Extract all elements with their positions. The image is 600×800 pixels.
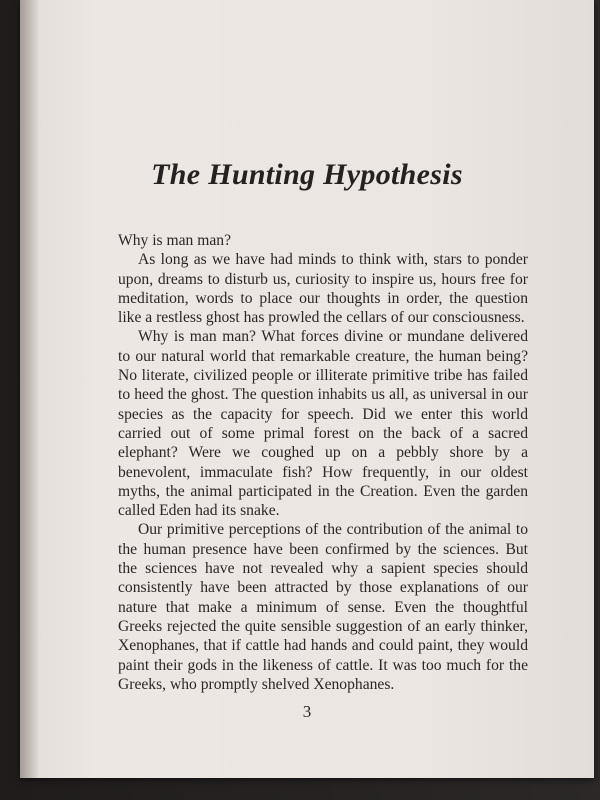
chapter-title: The Hunting Hypothesis — [151, 158, 463, 191]
page-number: 3 — [302, 702, 312, 721]
paragraph: Our primitive perceptions of the contribution of the animal to the human presence have been confirmed by the sciences. But the sciences have not revealed why a sapient species should consistently have been attracted by those explanations of our nature that make a minimum of sense. Even the thoughtful Greeks rejected the quite sensible suggestion of an early thinker, Xenophanes, that if cattle had hands and could paint, they would paint their gods in the likeness of cattle. It was too much for the Greeks, who promptly shelved Xenophanes. — [118, 521, 528, 693]
book-page — [20, 0, 594, 778]
paragraph: As long as we have had minds to think with, stars to ponder upon, dreams to disturb us, curiosity to inspire us, hours free for meditation, words to place our thoughts in order, the question like a restless ghost has prowled the cellars of our consciousness. — [118, 251, 528, 327]
page-gutter-shadow — [20, 0, 38, 778]
paragraph: Why is man man? What forces divine or mundane delivered to our natural world that remarkable creature, the human being? No literate, civilized people or illiterate primitive tribe has failed to heed the ghost. The question inhabits us all, as universal in our species as the capacity for speech. Did we enter this world carried out of some primal forest on the back of a sacred elephant? Were we coughed up on a pebbly shore by a benevolent, immaculate fish? How frequently, in our oldest myths, the animal participated in the Creation. Even the garden called Eden had its snake. — [118, 328, 528, 520]
chapter-body — [118, 231, 528, 694]
paragraph-opening-question: Why is man man? — [118, 232, 232, 249]
